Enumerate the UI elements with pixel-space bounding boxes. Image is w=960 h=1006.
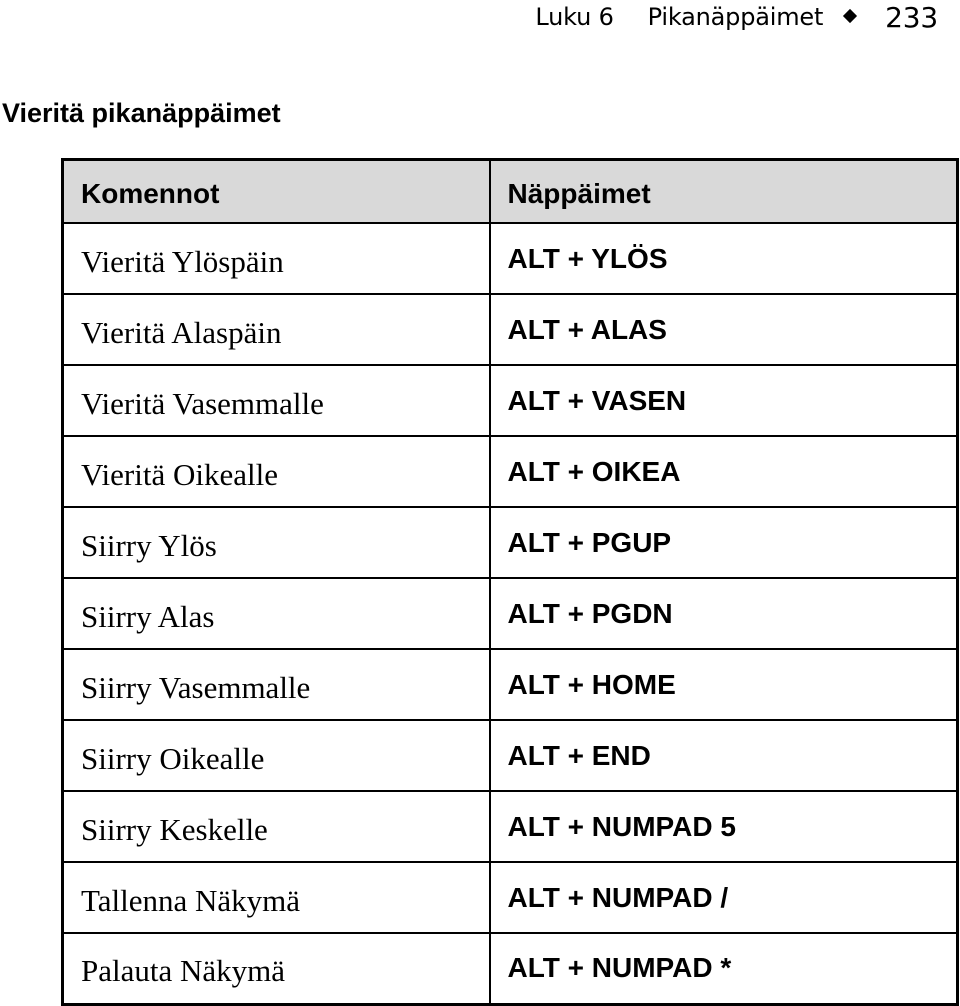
command-cell: Palauta Näkymä xyxy=(63,933,490,1004)
table-row xyxy=(63,507,958,578)
command-cell: Vieritä Alaspäin xyxy=(63,294,490,365)
table-row xyxy=(63,791,958,862)
table-row xyxy=(63,862,958,933)
keys-cell: ALT + HOME xyxy=(490,649,958,720)
command-cell: Tallenna Näkymä xyxy=(63,862,490,933)
chapter-label: Luku 6 xyxy=(535,3,614,31)
section-heading: Vieritä pikanäppäimet xyxy=(2,98,281,128)
keys-cell: ALT + END xyxy=(490,720,958,791)
section-title: Pikanäppäimet xyxy=(647,3,824,31)
table-row xyxy=(63,720,958,791)
command-cell: Vieritä Ylöspäin xyxy=(63,223,490,294)
keys-cell: ALT + OIKEA xyxy=(490,436,958,507)
column-header-commands: Komennot xyxy=(63,160,490,224)
keys-cell: ALT + PGDN xyxy=(490,578,958,649)
diamond-bullet-icon xyxy=(843,9,857,23)
table-row xyxy=(63,436,958,507)
table-row xyxy=(63,578,958,649)
command-cell: Vieritä Vasemmalle xyxy=(63,365,490,436)
table-row xyxy=(63,294,958,365)
command-cell: Siirry Keskelle xyxy=(63,791,490,862)
table-row xyxy=(63,223,958,294)
command-cell: Siirry Vasemmalle xyxy=(63,649,490,720)
keys-cell: ALT + PGUP xyxy=(490,507,958,578)
command-cell: Vieritä Oikealle xyxy=(63,436,490,507)
keys-cell: ALT + ALAS xyxy=(490,294,958,365)
keys-cell: ALT + YLÖS xyxy=(490,223,958,294)
running-header xyxy=(535,0,938,34)
command-cell: Siirry Alas xyxy=(63,578,490,649)
page-number: 233 xyxy=(885,0,938,34)
table-row xyxy=(63,365,958,436)
keys-cell: ALT + VASEN xyxy=(490,365,958,436)
keys-cell: ALT + NUMPAD 5 xyxy=(490,791,958,862)
table-header-row xyxy=(63,160,958,224)
table-row xyxy=(63,933,958,1004)
keys-cell: ALT + NUMPAD * xyxy=(490,933,958,1004)
command-cell: Siirry Oikealle xyxy=(63,720,490,791)
command-cell: Siirry Ylös xyxy=(63,507,490,578)
column-header-keys: Näppäimet xyxy=(490,160,958,224)
shortcut-table xyxy=(61,158,959,1006)
keys-cell: ALT + NUMPAD / xyxy=(490,862,958,933)
table-row xyxy=(63,649,958,720)
